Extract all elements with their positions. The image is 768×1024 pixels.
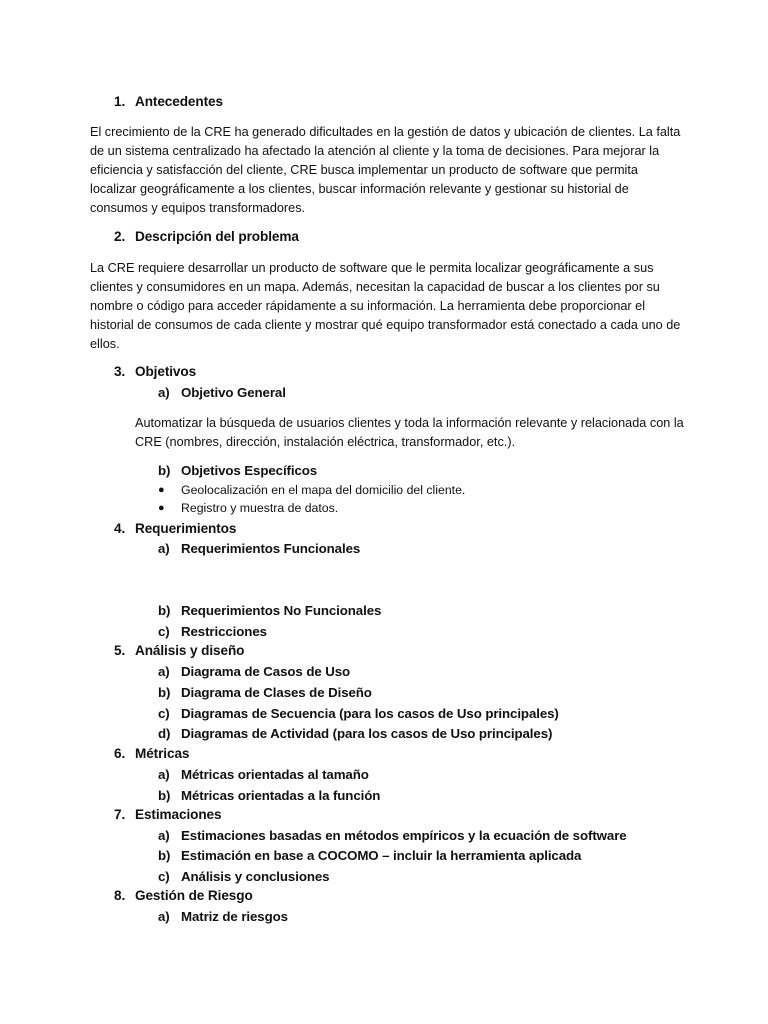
- section-number: 7.: [114, 807, 126, 822]
- section-number: 4.: [114, 521, 126, 536]
- subsection-letter: b): [158, 603, 171, 618]
- subsection-title: Diagrama de Casos de Uso: [181, 664, 351, 679]
- subsection-title: Requerimientos No Funcionales: [181, 603, 382, 618]
- bullet-icon: ●: [158, 484, 165, 496]
- subsection-title: Diagramas de Secuencia (para los casos de Uso principales): [181, 706, 559, 721]
- section-title-objetivos: Objetivos: [135, 364, 197, 379]
- subsection-letter: a): [158, 664, 170, 679]
- section-number: 2.: [114, 229, 126, 244]
- bullet-item: Geolocalización en el mapa del domicilio del cliente.: [181, 483, 466, 497]
- section-number: 3.: [114, 364, 126, 379]
- subsection-letter: b): [158, 685, 171, 700]
- subsection-letter: b): [158, 788, 171, 803]
- subsection-title: Restricciones: [181, 624, 267, 639]
- subsection-title: Estimaciones basadas en métodos empíricos y la ecuación de software: [181, 828, 627, 843]
- subsection-title: Análisis y conclusiones: [181, 869, 330, 884]
- subsection-title: Requerimientos Funcionales: [181, 541, 361, 556]
- bullet-icon: ●: [158, 502, 165, 514]
- section-title-descripcion: Descripción del problema: [135, 229, 299, 244]
- section-title-metricas: Métricas: [135, 746, 190, 761]
- subsection-title-objetivos-especificos: Objetivos Específicos: [181, 463, 318, 478]
- section-number: 1.: [114, 94, 126, 109]
- section-title-antecedentes: Antecedentes: [135, 94, 223, 109]
- subsection-letter: a): [158, 385, 170, 400]
- section-title-gestion-riesgo: Gestión de Riesgo: [135, 888, 253, 903]
- section-number: 8.: [114, 888, 126, 903]
- section-title-estimaciones: Estimaciones: [135, 807, 222, 822]
- subsection-letter: a): [158, 909, 170, 924]
- paragraph-antecedentes: El crecimiento de la CRE ha generado dificultades en la gestión de datos y ubicación de clientes. La falta de un sistema centralizado ha afectado la atención al cliente y la toma de decisiones. Para mejorar la eficiencia y satisfacción del cliente, CRE busca implementar un producto de software que permita localizar geográficamente a los clientes, buscar información relevante y gestionar su historial de consumos y equipos transformadores.: [90, 125, 681, 216]
- subsection-title: Matriz de riesgos: [181, 909, 288, 924]
- subsection-letter: b): [158, 463, 171, 478]
- section-title-analisis: Análisis y diseño: [135, 643, 245, 658]
- subsection-letter: a): [158, 767, 170, 782]
- subsection-title: Estimación en base a COCOMO – incluir la herramienta aplicada: [181, 848, 582, 863]
- paragraph-objetivo-general: Automatizar la búsqueda de usuarios clientes y toda la información relevante y relacionada con la CRE (nombres, dirección, instalación eléctrica, transformador, etc.).: [135, 416, 684, 450]
- subsection-letter: a): [158, 541, 170, 556]
- subsection-title: Diagrama de Clases de Diseño: [181, 685, 372, 700]
- subsection-title-objetivo-general: Objetivo General: [181, 385, 286, 400]
- section-number: 6.: [114, 746, 126, 761]
- subsection-title: Métricas orientadas a la función: [181, 788, 381, 803]
- paragraph-descripcion: La CRE requiere desarrollar un producto de software que le permita localizar geográficamente a sus clientes y consumidores en un mapa. Además, necesitan la capacidad de buscar a los clientes por su nombre o código para acceder rápidamente a su información. La herramienta debe proporcionar el historial de consumos de cada cliente y mostrar qué equipo transformador está conectado a cada uno de ellos.: [90, 261, 681, 352]
- subsection-letter: d): [158, 726, 171, 741]
- subsection-letter: c): [158, 869, 170, 884]
- subsection-title: Métricas orientadas al tamaño: [181, 767, 369, 782]
- subsection-letter: a): [158, 828, 170, 843]
- bullet-item: Registro y muestra de datos.: [181, 501, 339, 515]
- subsection-letter: c): [158, 706, 170, 721]
- subsection-letter: b): [158, 848, 171, 863]
- subsection-letter: c): [158, 624, 170, 639]
- subsection-title: Diagramas de Actividad (para los casos de Uso principales): [181, 726, 553, 741]
- section-number: 5.: [114, 643, 126, 658]
- section-title-requerimientos: Requerimientos: [135, 521, 237, 536]
